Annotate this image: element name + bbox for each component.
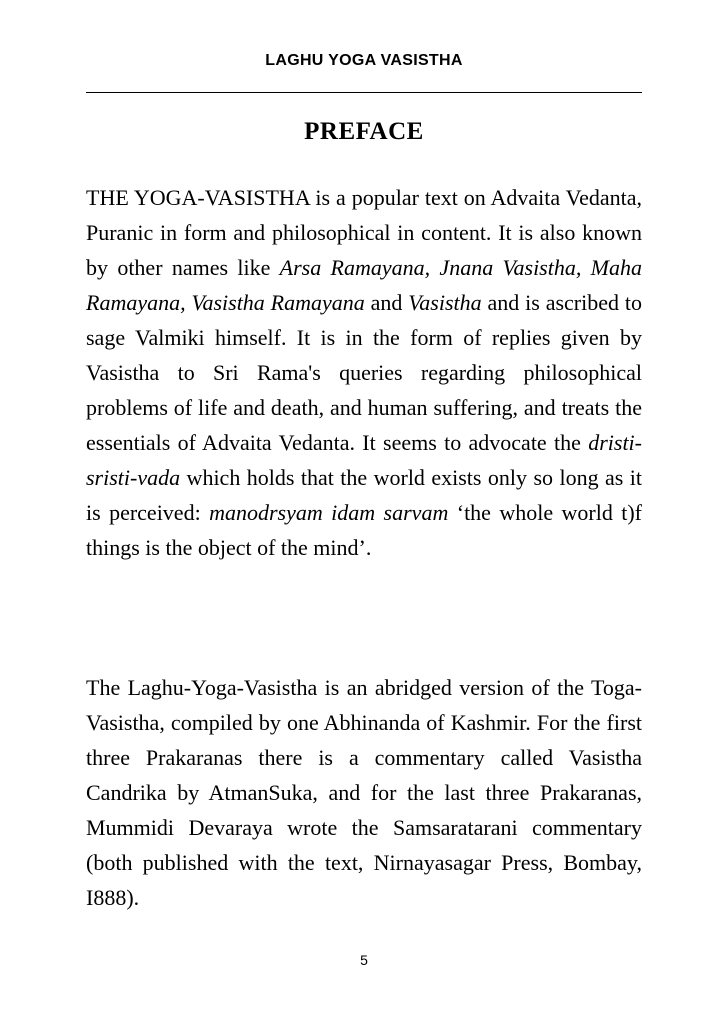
paragraph-2 [86,670,642,915]
paragraph-2-run: The Laghu-Yoga-Vasistha is an abridged version of the Toga-Vasistha, compiled by one Abhinanda of Kashmir. For the first three Prakaranas there is a commentary called Vasistha Candrika by AtmanSuka, and for the last three Prakaranas, Mummidi Devaraya wrote the Samsaratarani commentary (both published with the text, Nirnayasagar Press, Bombay, I888). [86,675,642,910]
paragraph-1-run: ‘the whole world t)f things is the object of the mind’. [86,500,642,560]
running-header: LAGHU YOGA VASISTHA [265,52,463,69]
paragraph-1-run-italic: manodrsyam idam sarvam [209,500,449,525]
paragraph-1-run-italic: Arsa Ramayana, Jnana Vasistha, Maha Ramayana, Vasistha Ramayana [86,255,642,315]
paragraph-1 [86,180,642,565]
paragraph-1-run: and [364,290,409,315]
page-number: 5 [360,952,368,968]
header-divider [86,92,642,93]
paragraph-1-run-italic: dristi-sristi-vada [86,430,642,490]
paragraph-1-run: which holds that the world exists only so long as it is perceived: [86,465,642,525]
paragraph-1-run-italic: Vasistha [408,290,482,315]
paragraph-1-run: and is ascribed to sage Valmiki himself. It is in the form of replies given by Vasistha to Sri Rama's queries regarding philosophical problems of life and death, and human suffering, and treats the essentials of Advaita Vedanta. It seems to advocate the [86,290,642,455]
paragraph-1-run: THE YOGA-VASISTHA is a popular text on Advaita Vedanta, Puranic in form and philosophical in content. It is also known by other names like [86,185,642,280]
page-title: PREFACE [304,118,424,145]
